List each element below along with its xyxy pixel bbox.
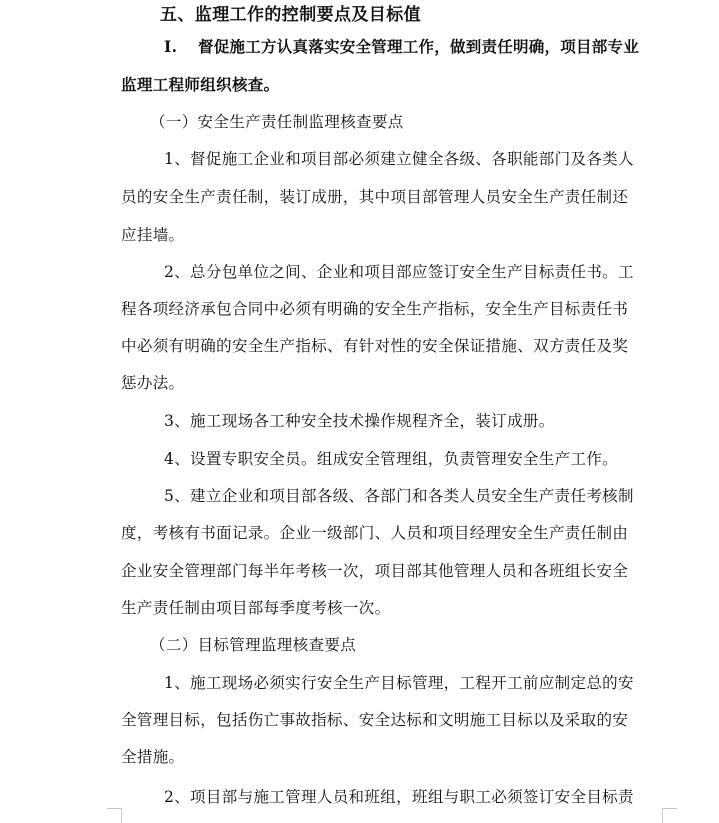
- s1-item4: 4、设置专职安全员。组成安全管理组，负责管理安全生产工作。: [164, 450, 619, 468]
- s1-item1-line3: 应挂墙。: [121, 226, 185, 244]
- s1-item1-line1: 1、督促施工企业和项目部必须建立健全各级、各职能部门及各类人: [164, 150, 634, 168]
- s1-item2-line1: 2、总分包单位之间、企业和项目部应签订安全生产目标责任书。工: [164, 263, 634, 281]
- page-margin-mark-left: [107, 808, 122, 823]
- s1-item3: 3、施工现场各工种安全技术操作规程齐全，装订成册。: [164, 412, 555, 430]
- s2-item2-line1: 2、项目部与施工管理人员和班组，班组与职工必须签订安全目标责: [164, 788, 634, 806]
- section-2-title: （二）目标管理监理核查要点: [150, 636, 357, 654]
- s1-item5-line1: 5、建立企业和项目部各级、各部门和各类人员安全生产责任考核制: [164, 487, 634, 505]
- intro-line-1: 督促施工方认真落实安全管理工作，做到责任明确，项目部专业: [198, 37, 640, 56]
- section-1-title: （一）安全生产责任制监理核查要点: [150, 113, 404, 131]
- s1-item2-line2: 程各项经济承包合同中必须有明确的安全生产指标，安全生产目标责任书: [121, 300, 629, 318]
- s1-item5-line4: 生产责任制由项目部每季度考核一次。: [121, 599, 391, 617]
- s2-item1-line3: 全措施。: [121, 748, 185, 766]
- intro-marker: I.: [164, 37, 178, 56]
- s2-item1-line1: 1、施工现场必须实行安全生产目标管理，工程开工前应制定总的安: [164, 674, 634, 692]
- s1-item5-line2: 度，考核有书面记录。企业一级部门、人员和项目经理安全生产责任制由: [121, 524, 629, 542]
- s1-item1-line2: 员的安全生产责任制，装订成册，其中项目部管理人员安全生产责任制还: [121, 188, 629, 206]
- s1-item2-line3: 中必须有明确的安全生产指标、有针对性的安全保证措施、双方责任及奖: [121, 337, 629, 355]
- intro-line-2: 监理工程师组织核查。: [121, 75, 280, 94]
- s2-item1-line2: 全管理目标，包括伤亡事故指标、安全达标和文明施工目标以及采取的安: [121, 711, 629, 729]
- page-margin-mark-right: [662, 808, 677, 823]
- section-heading: 五、监理工作的控制要点及目标值: [160, 5, 421, 25]
- s1-item5-line3: 企业安全管理部门每半年考核一次，项目部其他管理人员和各班组长安全: [121, 562, 629, 580]
- s1-item2-line4: 惩办法。: [121, 374, 185, 392]
